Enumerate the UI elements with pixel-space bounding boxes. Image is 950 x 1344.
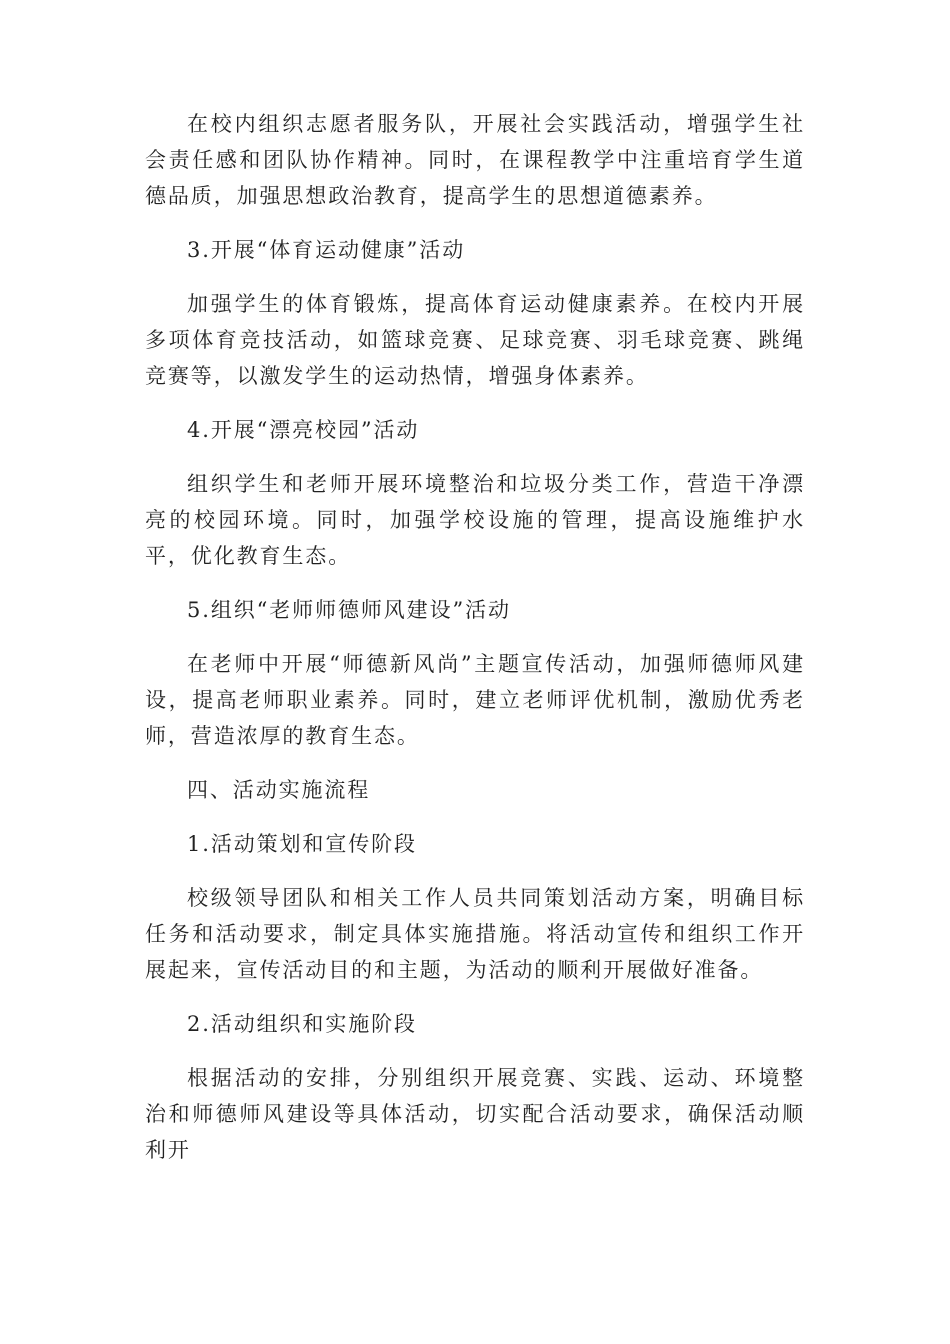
- section-heading-implementation: 四、活动实施流程: [187, 778, 371, 802]
- heading-teacher-ethics: 5.组织“老师师德师风建设”活动: [187, 598, 511, 622]
- paragraph-teacher-ethics: 在老师中开展“师德新风尚”主题宣传活动，加强师德师风建设，提高老师职业素养。同时，建立老师评优机制，激励优秀老师，营造浓厚的教育生态。: [145, 652, 805, 748]
- heading-planning-stage: 1.活动策划和宣传阶段: [187, 832, 417, 856]
- paragraph-sports-health: 加强学生的体育锻炼，提高体育运动健康素养。在校内开展多项体育竞技活动，如篮球竞赛、足球竞赛、羽毛球竞赛、跳绳竞赛等，以激发学生的运动热情，增强身体素养。: [145, 292, 805, 388]
- heading-organization-stage: 2.活动组织和实施阶段: [187, 1012, 417, 1036]
- paragraph-planning-stage: 校级领导团队和相关工作人员共同策划活动方案，明确目标任务和活动要求，制定具体实施措施。将活动宣传和组织工作开展起来，宣传活动目的和主题，为活动的顺利开展做好准备。: [145, 886, 805, 982]
- heading-sports-health: 3.开展“体育运动健康”活动: [187, 238, 466, 262]
- paragraph-volunteer-service: 在校内组织志愿者服务队，开展社会实践活动，增强学生社会责任感和团队协作精神。同时，在课程教学中注重培育学生道德品质，加强思想政治教育，提高学生的思想道德素养。: [145, 112, 805, 208]
- document-page: [145, 106, 805, 1186]
- paragraph-organization-stage: 根据活动的安排，分别组织开展竞赛、实践、运动、环境整治和师德师风建设等具体活动，切实配合活动要求，确保活动顺利开: [145, 1066, 805, 1162]
- paragraph-beautiful-campus: 组织学生和老师开展环境整治和垃圾分类工作，营造干净漂亮的校园环境。同时，加强学校设施的管理，提高设施维护水平，优化教育生态。: [145, 472, 805, 568]
- heading-beautiful-campus: 4.开展“漂亮校园”活动: [187, 418, 420, 442]
